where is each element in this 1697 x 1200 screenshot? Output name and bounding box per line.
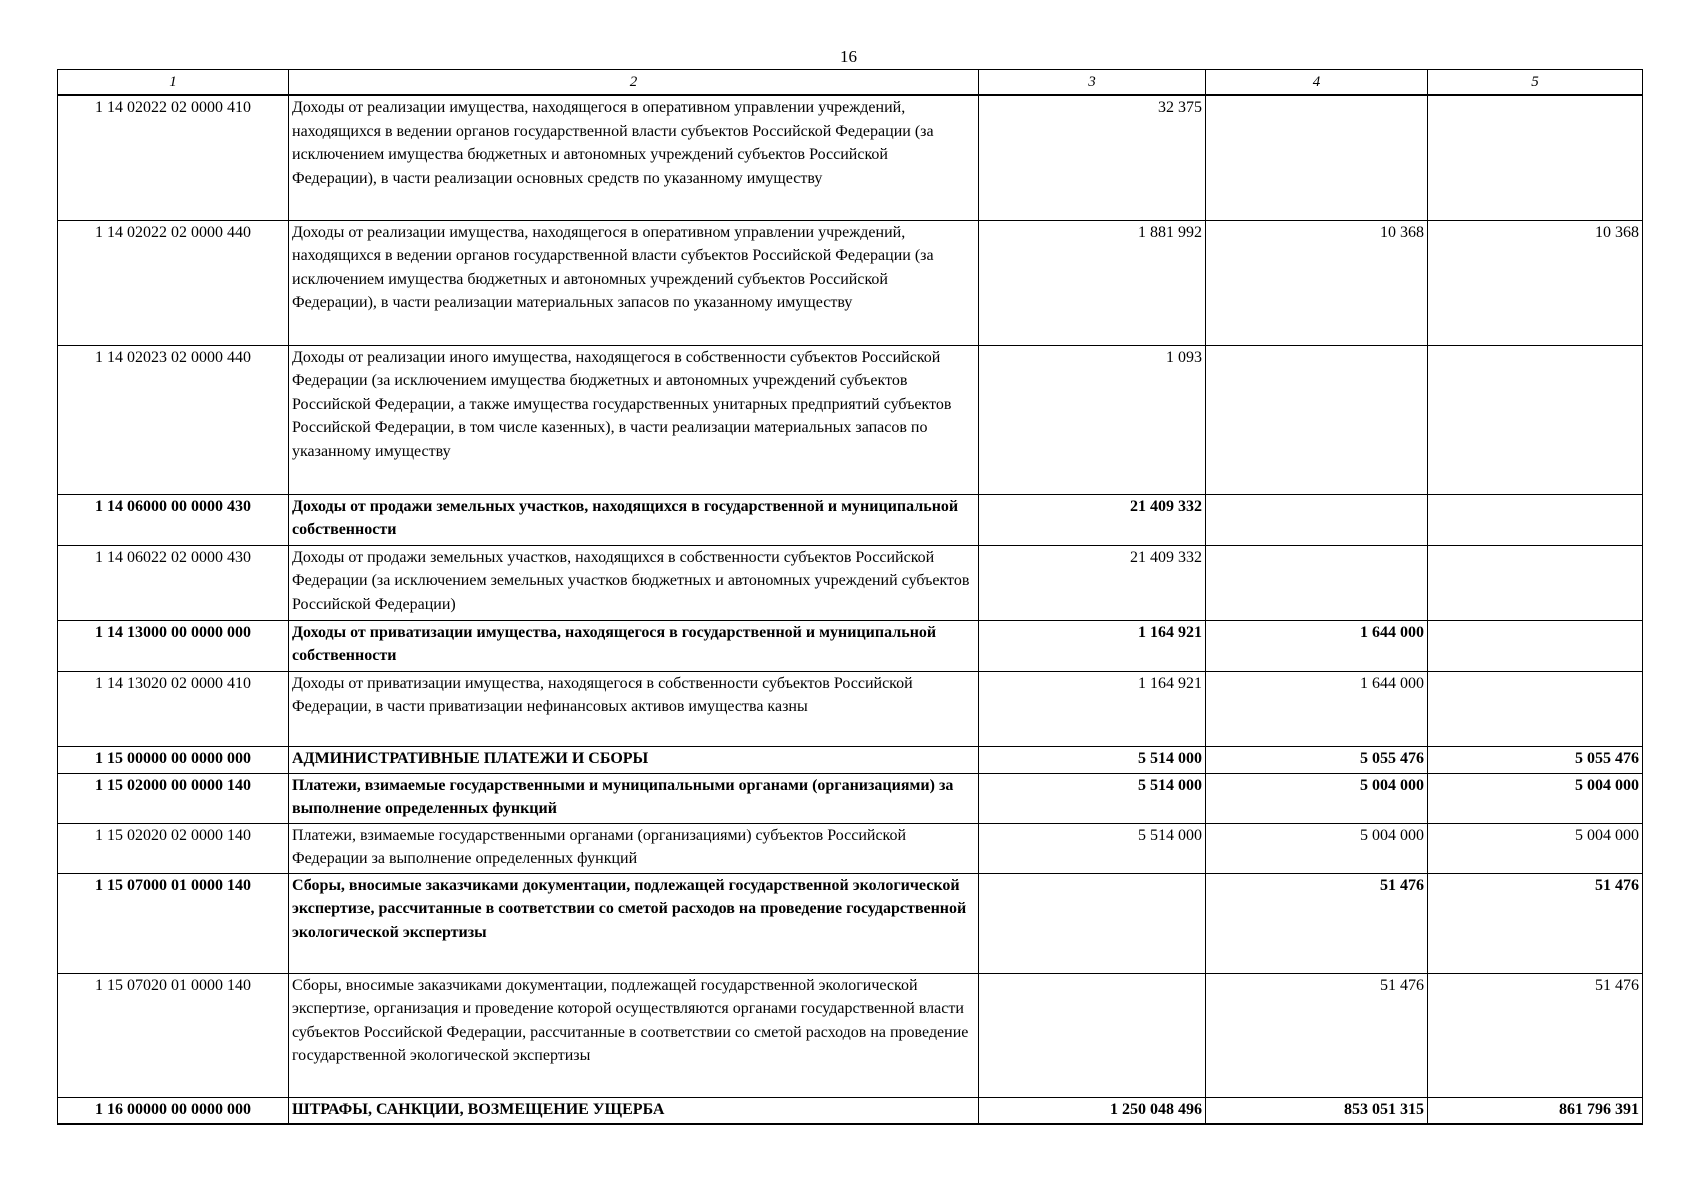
table-row [58, 545, 1643, 620]
table-row-section [58, 746, 1643, 773]
row-value-col5: 5 004 000 [1428, 823, 1643, 873]
row-code: 1 15 02000 00 0000 140 [58, 773, 289, 823]
row-value-col4 [1206, 345, 1428, 494]
row-value-col3: 1 881 992 [979, 220, 1206, 345]
row-code: 1 14 13020 02 0000 410 [58, 671, 289, 746]
table-row [58, 671, 1643, 746]
row-value-col4: 5 055 476 [1206, 746, 1428, 773]
row-name: Сборы, вносимые заказчиками документации, подлежащей государственной экологической экспертизе, рассчитанные в соответствии со сметой расходов на проведение государственной экологической экспертизы [289, 873, 979, 973]
row-name: Платежи, взимаемые государственными и муниципальными органами (организациями) за выполнение определенных функций [289, 773, 979, 823]
row-code: 1 15 07020 01 0000 140 [58, 973, 289, 1097]
column-header-3: 3 [979, 70, 1206, 96]
row-value-col5: 5 055 476 [1428, 746, 1643, 773]
column-header-2: 2 [289, 70, 979, 96]
row-code: 1 14 02023 02 0000 440 [58, 345, 289, 494]
row-code: 1 14 02022 02 0000 440 [58, 220, 289, 345]
column-header-4: 4 [1206, 70, 1428, 96]
table-row-section [58, 873, 1643, 973]
row-value-col5 [1428, 671, 1643, 746]
row-value-col3 [979, 873, 1206, 973]
row-value-col5 [1428, 345, 1643, 494]
row-value-col5 [1428, 95, 1643, 220]
row-value-col4: 5 004 000 [1206, 773, 1428, 823]
row-code: 1 16 00000 00 0000 000 [58, 1097, 289, 1124]
row-value-col4: 1 644 000 [1206, 620, 1428, 671]
table-row [58, 95, 1643, 220]
row-code: 1 14 02022 02 0000 410 [58, 95, 289, 220]
row-code: 1 15 07000 01 0000 140 [58, 873, 289, 973]
row-value-col3: 1 164 921 [979, 671, 1206, 746]
column-header-5: 5 [1428, 70, 1643, 96]
table-row [58, 345, 1643, 494]
table-row-section [58, 773, 1643, 823]
page-number: 16 [840, 47, 857, 66]
table-row [58, 220, 1643, 345]
column-number-row [58, 70, 1643, 96]
table-row-section [58, 1097, 1643, 1124]
row-code: 1 15 00000 00 0000 000 [58, 746, 289, 773]
row-name: Доходы от приватизации имущества, находящегося в собственности субъектов Российской Федерации, в части приватизации нефинансовых активов имущества казны [289, 671, 979, 746]
row-value-col4: 51 476 [1206, 873, 1428, 973]
revenue-table [57, 69, 1643, 1125]
row-name: Доходы от приватизации имущества, находящегося в государственной и муниципальной собственности [289, 620, 979, 671]
row-name: Доходы от продажи земельных участков, находящихся в собственности субъектов Российской Федерации (за исключением земельных участков бюджетных и автономных учреждений субъектов Российской Федерации) [289, 545, 979, 620]
row-value-col4 [1206, 545, 1428, 620]
row-name: Доходы от реализации иного имущества, находящегося в собственности субъектов Российской Федерации (за исключением имущества бюджетных и автономных учреждений субъектов Российской Федерации, а также имущества государственных унитарных предприятий субъектов Российской Федерации, в том числе казенных), в части реализации материальных запасов по указанному имуществу [289, 345, 979, 494]
row-value-col3: 5 514 000 [979, 773, 1206, 823]
row-value-col3: 5 514 000 [979, 746, 1206, 773]
row-value-col3: 1 164 921 [979, 620, 1206, 671]
row-value-col4: 853 051 315 [1206, 1097, 1428, 1124]
row-value-col3: 21 409 332 [979, 545, 1206, 620]
row-name: Доходы от реализации имущества, находящегося в оперативном управлении учреждений, находящихся в ведении органов государственной власти субъектов Российской Федерации (за исключением имущества бюджетных и автономных учреждений субъектов Российской Федерации), в части реализации основных средств по указанному имуществу [289, 95, 979, 220]
row-value-col3: 5 514 000 [979, 823, 1206, 873]
row-value-col5: 51 476 [1428, 873, 1643, 973]
row-value-col3: 1 250 048 496 [979, 1097, 1206, 1124]
row-name: Доходы от реализации имущества, находящегося в оперативном управлении учреждений, находящихся в ведении органов государственной власти субъектов Российской Федерации (за исключением имущества бюджетных и автономных учреждений субъектов Российской Федерации), в части реализации материальных запасов по указанному имуществу [289, 220, 979, 345]
row-value-col5 [1428, 494, 1643, 545]
row-value-col5: 51 476 [1428, 973, 1643, 1097]
row-value-col3: 21 409 332 [979, 494, 1206, 545]
row-value-col5 [1428, 620, 1643, 671]
row-name: ШТРАФЫ, САНКЦИИ, ВОЗМЕЩЕНИЕ УЩЕРБА [289, 1097, 979, 1124]
row-value-col5: 10 368 [1428, 220, 1643, 345]
row-code: 1 14 06000 00 0000 430 [58, 494, 289, 545]
row-value-col4: 5 004 000 [1206, 823, 1428, 873]
row-value-col4: 10 368 [1206, 220, 1428, 345]
row-name: Сборы, вносимые заказчиками документации, подлежащей государственной экологической экспертизе, организация и проведение которой осуществляются органами государственной власти субъектов Российской Федерации, рассчитанные в соответствии со сметой расходов на проведение государственной экологической экспертизы [289, 973, 979, 1097]
row-code: 1 14 13000 00 0000 000 [58, 620, 289, 671]
row-value-col5: 861 796 391 [1428, 1097, 1643, 1124]
table-row-section [58, 620, 1643, 671]
row-value-col4 [1206, 95, 1428, 220]
row-code: 1 15 02020 02 0000 140 [58, 823, 289, 873]
table-row-section [58, 494, 1643, 545]
row-value-col4 [1206, 494, 1428, 545]
row-name: АДМИНИСТРАТИВНЫЕ ПЛАТЕЖИ И СБОРЫ [289, 746, 979, 773]
row-value-col3: 32 375 [979, 95, 1206, 220]
row-name: Доходы от продажи земельных участков, находящихся в государственной и муниципальной собственности [289, 494, 979, 545]
row-value-col4: 51 476 [1206, 973, 1428, 1097]
row-value-col4: 1 644 000 [1206, 671, 1428, 746]
table-row [58, 823, 1643, 873]
row-code: 1 14 06022 02 0000 430 [58, 545, 289, 620]
row-value-col3 [979, 973, 1206, 1097]
column-header-1: 1 [58, 70, 289, 96]
row-value-col5: 5 004 000 [1428, 773, 1643, 823]
row-name: Платежи, взимаемые государственными органами (организациями) субъектов Российской Федерации за выполнение определенных функций [289, 823, 979, 873]
table-row [58, 973, 1643, 1097]
row-value-col3: 1 093 [979, 345, 1206, 494]
row-value-col5 [1428, 545, 1643, 620]
